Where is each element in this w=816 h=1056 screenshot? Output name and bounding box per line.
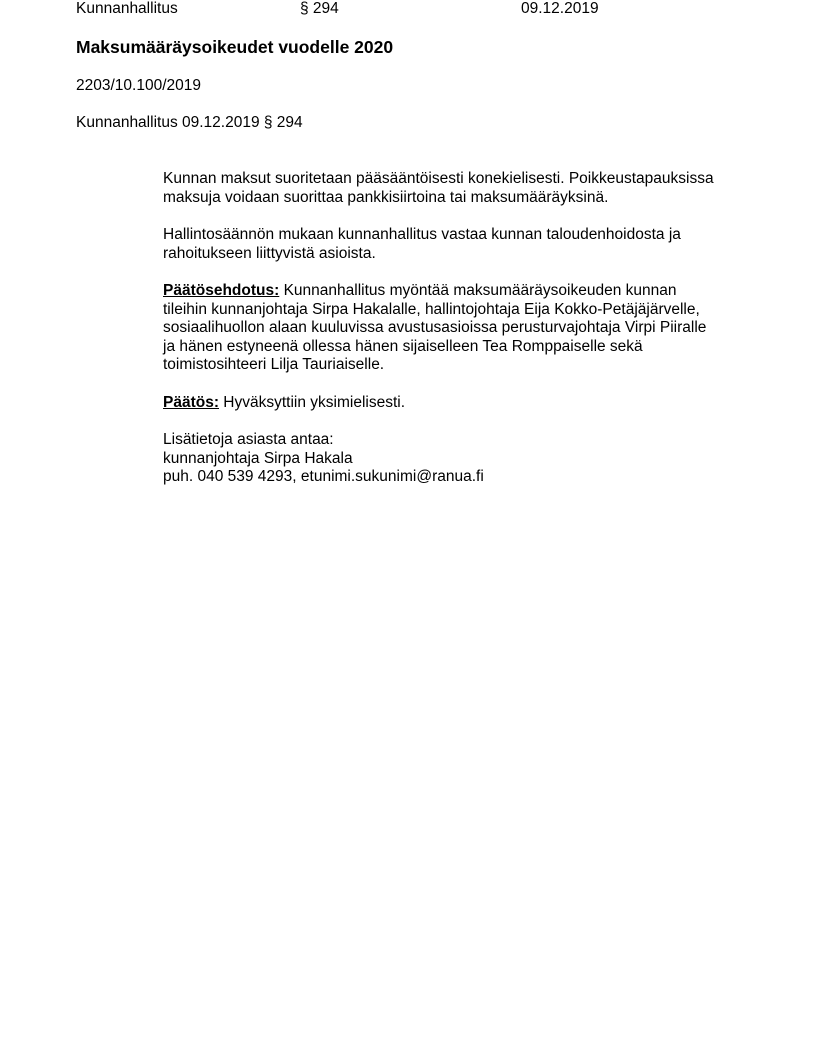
document-body: [163, 170, 753, 487]
text-line: sosiaalihuollon alaan kuuluvissa avustusasioissa perusturvajohtaja Virpi Piiralle: [163, 319, 707, 336]
text-line: Kunnan maksut suoritetaan pääsääntöisesti konekielisesti. Poikkeustapauksissa: [163, 170, 714, 187]
decision-label: Päätös:: [163, 393, 219, 411]
decision-paragraph: [163, 394, 753, 413]
rules-paragraph: [163, 226, 753, 263]
contact-info: [163, 431, 753, 487]
text-line: toimistosihteeri Lilja Tauriaiselle.: [163, 356, 385, 373]
proposal-paragraph: [163, 282, 753, 375]
decision-text: Hyväksyttiin yksimielisesti.: [219, 393, 406, 411]
text-line: rahoitukseen liittyvistä asioista.: [163, 244, 376, 262]
intro-paragraph: [163, 170, 753, 207]
text-line: [163, 394, 753, 413]
proposal-first-line: Kunnanhallitus myöntää maksumääräysoikeuden kunnan: [279, 282, 677, 299]
document-title: Maksumääräysoikeudet vuodelle 2020: [76, 37, 394, 57]
session-reference: Kunnanhallitus 09.12.2019 § 294: [76, 114, 303, 131]
header-date: 09.12.2019: [521, 0, 599, 17]
header-body-name: Kunnanhallitus: [76, 0, 178, 17]
text-line: Hallintosäännön mukaan kunnanhallitus vastaa kunnan taloudenhoidosta ja: [163, 226, 681, 243]
contact-details: puh. 040 539 4293, etunimi.sukunimi@ranua.fi: [163, 468, 484, 485]
page-header: [76, 0, 776, 20]
text-line: ja hänen estyneenä ollessa hänen sijaiselleen Tea Romppaiselle sekä: [163, 337, 643, 355]
text-line: maksuja voidaan suorittaa pankkisiirtoina tai maksumääräyksinä.: [163, 188, 609, 206]
record-number: 2203/10.100/2019: [76, 77, 201, 94]
contact-person: kunnanjohtaja Sirpa Hakala: [163, 449, 353, 467]
text-line: [163, 282, 753, 301]
text-line: tileihin kunnanjohtaja Sirpa Hakalalle, hallintojohtaja Eija Kokko-Petäjäjärvelle,: [163, 300, 700, 318]
proposal-label: Päätösehdotus:: [163, 282, 280, 299]
contact-heading: Lisätietoja asiasta antaa:: [163, 431, 334, 448]
header-section-number: § 294: [300, 0, 339, 17]
